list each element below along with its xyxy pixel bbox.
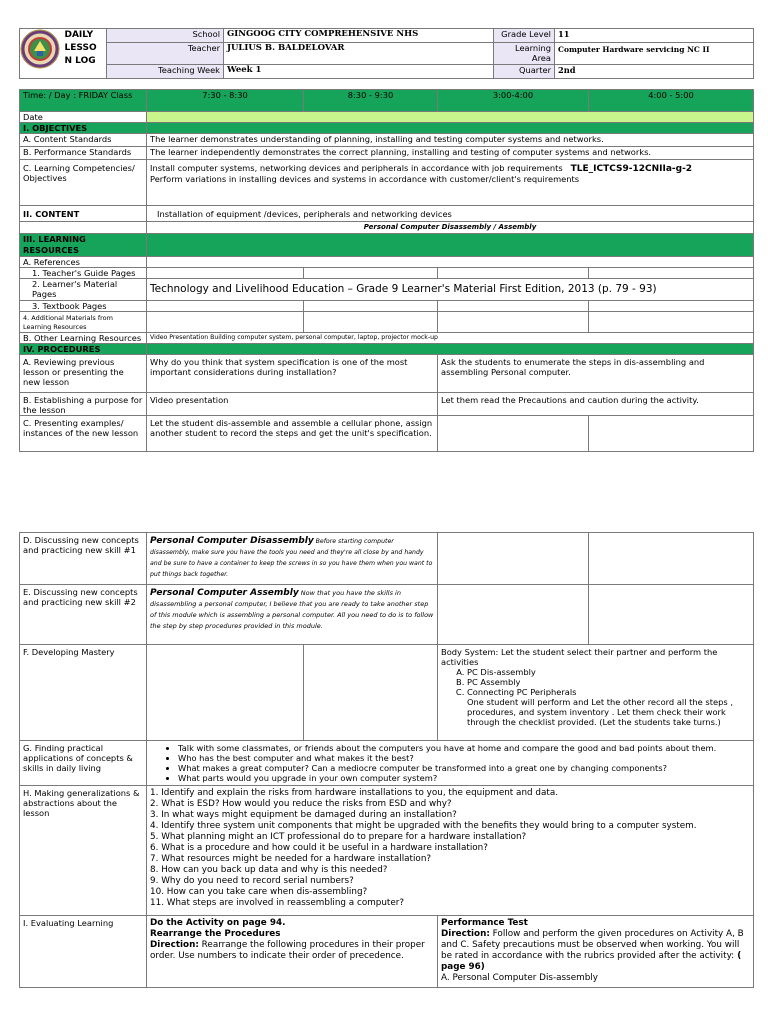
question: 6. What is a procedure and how could it be useful in a hardware installation?	[150, 843, 488, 853]
time-day-label: Time: / Day : FRIDAY Class	[20, 90, 147, 112]
additional-materials-label: 4. Additional Materials from Learning Resources	[20, 312, 147, 333]
purpose-text: Video presentation	[147, 393, 438, 416]
references-label: A. References	[20, 257, 147, 268]
performance-title: Performance Test	[441, 918, 528, 928]
competency-code: TLE_ICTCS9-12CNIIa-g-2	[570, 164, 693, 174]
application-item: • Who has the best computer and what makes it the best?	[178, 753, 750, 763]
slot-4: 4:00 - 5:00	[589, 90, 754, 112]
question: 5. What planning might an ICT professional do to prepare for a hardware installation?	[150, 832, 527, 842]
question: 10. How can you take care when dis-assembling?	[150, 887, 368, 897]
competencies	[147, 160, 754, 206]
competency-1: Install computer systems, networking devices and peripherals in accordance with job requirements	[150, 163, 563, 173]
competencies-label: C. Learning Competencies/ Objectives	[20, 160, 147, 206]
date-label: Date	[20, 112, 147, 123]
performance-test	[438, 916, 754, 988]
quarter-value: 2nd	[555, 65, 754, 79]
application-item: • What parts would you upgrade in your own computer system?	[178, 773, 750, 783]
lesson-table-page1	[19, 89, 754, 452]
question: 8. How can you back up data and why is this needed?	[150, 865, 388, 875]
mastery-note: One student will perform and Let the other record all the steps , procedures, and system inventory . Let them check their work through the checklist provided. (Let the students take turns.)	[467, 697, 733, 727]
school-label: School	[107, 29, 224, 43]
discussing-1-label: D. Discussing new concepts and practicing new skill #1	[20, 533, 147, 585]
discussing-2-label: E. Discussing new concepts and practicing new skill #2	[20, 585, 147, 645]
disassembly-title: Personal Computer Disassembly	[150, 536, 314, 546]
quarter-label: Quarter	[494, 65, 555, 79]
mastery-intro: Body System: Let the student select their partner and perform the activities	[441, 647, 718, 667]
evaluating	[147, 916, 438, 988]
resources-heading: III. LEARNING RESOURCES	[20, 234, 147, 257]
slot-1: 7:30 - 8:30	[147, 90, 304, 112]
teacher-label: Teacher	[107, 43, 224, 65]
grade-value: 11	[555, 29, 754, 43]
mastery-item-3: C. Connecting PC Peripherals	[467, 687, 750, 697]
grade-label: Grade Level	[494, 29, 555, 43]
performance-standards-label: B. Performance Standards	[20, 147, 147, 160]
purpose-text-2: Let them read the Precautions and caution during the activity.	[438, 393, 754, 416]
mastery-label: F. Developing Mastery	[20, 645, 147, 741]
school-name: GINGOOG CITY COMPREHENSIVE NHS	[224, 29, 494, 43]
teacher-name: JULIUS B. BALDELOVAR	[224, 43, 494, 65]
content-text: Installation of equipment /devices, peripherals and networking devices	[147, 206, 754, 222]
learners-material-label: 2. Learner's Material Pages	[20, 279, 147, 301]
header-table	[19, 28, 754, 79]
application-item: • What makes a great computer? Can a mediocre computer be transformed into a great one by changing components?	[178, 763, 750, 773]
assembly-text: Now that you have the skills in disassembling a personal computer, I believe that you are ready to take another step of this module which is assembling a personal computer. All you need to do is to follow the step by step procedures provided in this module.	[150, 589, 434, 630]
question: 9. Why do you need to record serial numbers?	[150, 876, 354, 886]
slot-3: 3:00-4:00	[438, 90, 589, 112]
purpose-label: B. Establishing a purpose for the lesson	[20, 393, 147, 416]
question: 7. What resources might be needed for a hardware installation?	[150, 854, 432, 864]
dll-title: DAILY LESSO N LOG	[62, 29, 107, 79]
reviewing-text-2: Ask the students to enumerate the steps in dis-assembling and assembling Personal computer.	[438, 355, 754, 393]
generalizations-label: H. Making generalizations & abstractions about the lesson	[20, 786, 147, 916]
objectives-heading: I. OBJECTIVES	[20, 123, 147, 134]
area-label: Learning Area	[494, 43, 555, 65]
performance-standards: The learner independently demonstrates the correct planning, installing and testing of computer systems and networks.	[147, 147, 754, 160]
procedures-heading: IV. PROCEDURES	[20, 344, 147, 355]
mastery-item-2: B. PC Assembly	[467, 677, 750, 687]
question: 3. In what ways might equipment be damaged during an installation?	[150, 810, 457, 820]
question: 1. Identify and explain the risks from hardware installations to you, the equipment and data.	[150, 788, 559, 798]
reviewing-text: Why do you think that system specification is one of the most important considerations during installation?	[147, 355, 438, 393]
teachers-guide-label: 1. Teacher's Guide Pages	[20, 268, 147, 279]
date-value	[147, 112, 754, 123]
assembly-title: Personal Computer Assembly	[150, 588, 299, 598]
rearrange-title: Rearrange the Procedures	[150, 929, 281, 939]
week-label: Teaching Week	[107, 65, 224, 79]
generalizations	[147, 786, 754, 916]
content-heading: II. CONTENT	[20, 206, 147, 222]
competency-2: Perform variations in installing devices and systems in accordance with customer/client's requirements	[150, 174, 580, 184]
presenting-text: Let the student dis-assemble and assemble a cellular phone, assign another student to record the steps and get the unit's specification.	[147, 416, 438, 452]
discussing-1	[147, 533, 438, 585]
question: 11. What steps are involved in reassembling a computer?	[150, 898, 405, 908]
applications-label: G. Finding practical applications of concepts & skills in daily living	[20, 741, 147, 786]
slot-2: 8:30 - 9:30	[304, 90, 438, 112]
performance-item-a: A. Personal Computer Dis-assembly	[441, 973, 598, 983]
activity-title: Do the Activity on page 94.	[150, 918, 286, 928]
mastery	[438, 645, 754, 741]
performance-direction: Direction: Follow and perform the given procedures on Activity A, B and C. Safety precautions must be observed when working. You will be rated in accordance with the rubrics provided after the activity: ( page 96)	[441, 929, 744, 972]
learners-material: Technology and Livelihood Education – Grade 9 Learner's Material First Edition, 2013 (p. 79 - 93)	[147, 279, 754, 301]
content-subtitle: Personal Computer Disassembly / Assembly	[147, 222, 754, 234]
week-value: Week 1	[224, 65, 494, 79]
textbook-label: 3. Textbook Pages	[20, 301, 147, 312]
content-standards-label: A. Content Standards	[20, 134, 147, 147]
applications	[147, 741, 754, 786]
rearrange-direction: Direction: Rearrange the following procedures in their proper order. Use numbers to indicate their order of precedence.	[150, 940, 425, 961]
discussing-2	[147, 585, 438, 645]
disassembly-text: Before starting computer disassembly, make sure you have the tools you need and they're all close by and handy and be sure to have a container to keep the screws in so you have them when you want to put things back together.	[150, 538, 433, 578]
evaluating-label: I. Evaluating Learning	[20, 916, 147, 988]
lesson-table-page2	[19, 532, 754, 988]
presenting-label: C. Presenting examples/ instances of the new lesson	[20, 416, 147, 452]
reviewing-label: A. Reviewing previous lesson or presenting the new lesson	[20, 355, 147, 393]
content-standards: The learner demonstrates understanding of planning, installing and testing computer systems and networks.	[147, 134, 754, 147]
application-item: • Talk with some classmates, or friends about the computers you have at home and compare the good and bad points about them.	[178, 743, 750, 753]
mastery-item-1: A. PC Dis-assembly	[467, 667, 750, 677]
other-resources: Video Presentation Building computer system, personal computer, laptop, projector mock-up	[147, 333, 754, 344]
area-value: Computer Hardware servicing NC II	[555, 43, 754, 65]
question: 4. Identify three system unit components that might be upgraded with the benefits they would bring to a computer system.	[150, 821, 697, 831]
other-resources-label: B. Other Learning Resources	[20, 333, 147, 344]
question: 2. What is ESD? How would you reduce the risks from ESD and why?	[150, 799, 452, 809]
